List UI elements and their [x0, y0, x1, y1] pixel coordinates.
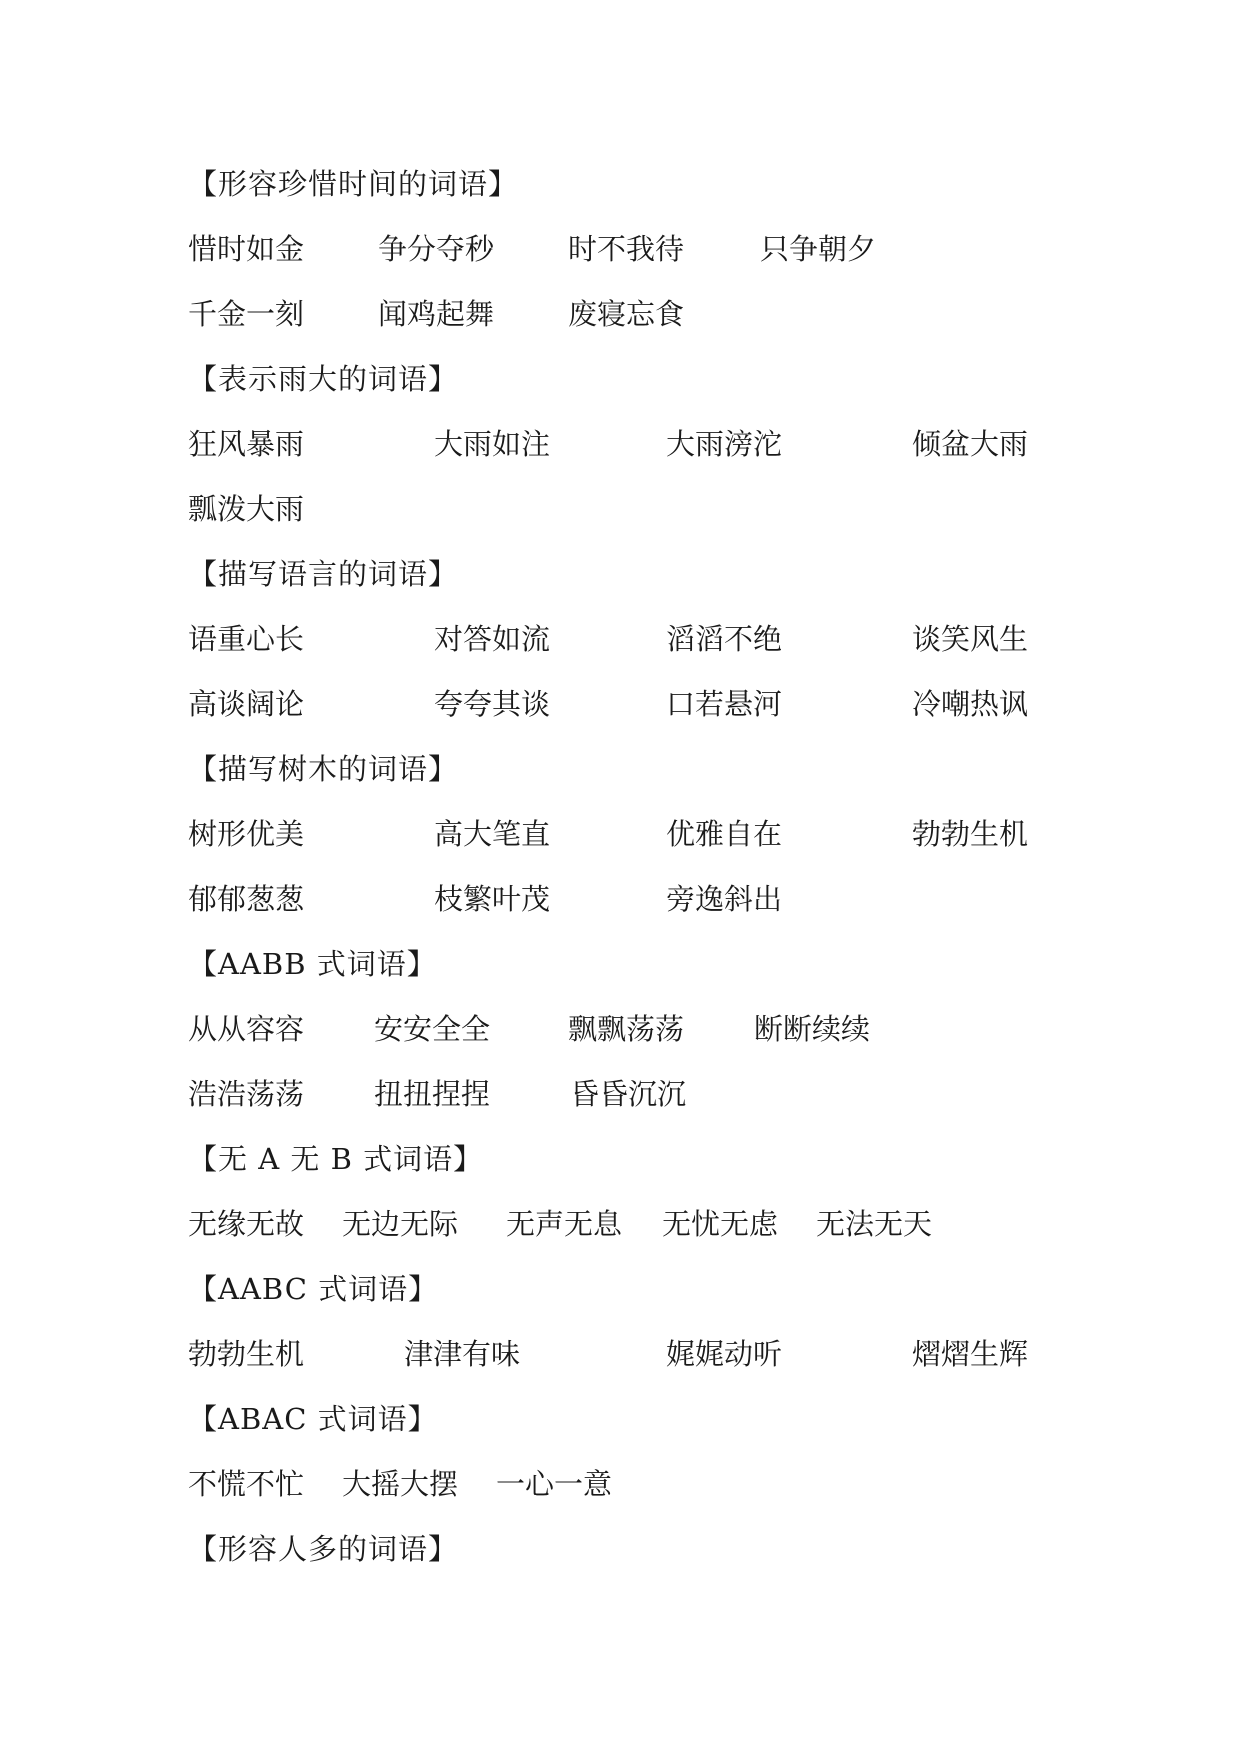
- word: 只争朝夕: [760, 232, 877, 266]
- heading-text: 【形容人多的词语】: [188, 1532, 459, 1566]
- word: 时不我待: [568, 232, 685, 266]
- heading-text: 【AABC 式词语】: [188, 1272, 439, 1306]
- word: 从从容容: [188, 1012, 305, 1046]
- section-heading: [188, 1257, 1088, 1322]
- word: 争分夺秒: [378, 232, 495, 266]
- word: 娓娓动听: [666, 1337, 783, 1371]
- word: 滔滔不绝: [666, 622, 783, 656]
- word: 无声无息: [506, 1207, 623, 1241]
- word: 郁郁葱葱: [188, 882, 305, 916]
- word-row: [188, 672, 1088, 737]
- word: 大雨如注: [434, 427, 551, 461]
- section-heading: [188, 737, 1088, 802]
- heading-text: 【ABAC 式词语】: [188, 1402, 438, 1436]
- word: 高大笔直: [434, 817, 551, 851]
- word: 倾盆大雨: [912, 427, 1029, 461]
- word: 飘飘荡荡: [568, 1012, 685, 1046]
- word: 旁逸斜出: [666, 882, 783, 916]
- heading-text: 【描写树木的词语】: [188, 752, 459, 786]
- word: 勃勃生机: [912, 817, 1029, 851]
- word: 昏昏沉沉: [570, 1077, 687, 1111]
- word: 狂风暴雨: [188, 427, 305, 461]
- word: 枝繁叶茂: [434, 882, 551, 916]
- word-row: [188, 867, 1088, 932]
- word: 熠熠生辉: [912, 1337, 1029, 1371]
- section-heading: [188, 1127, 1088, 1192]
- word-row: [188, 477, 1088, 542]
- word: 安安全全: [374, 1012, 491, 1046]
- word: 大摇大摆: [342, 1467, 459, 1501]
- word: 惜时如金: [188, 232, 305, 266]
- word-row: [188, 607, 1088, 672]
- heading-text: 【表示雨大的词语】: [188, 362, 459, 396]
- word: 树形优美: [188, 817, 305, 851]
- heading-text: 【形容珍惜时间的词语】: [188, 167, 519, 201]
- word-row: [188, 1322, 1088, 1387]
- word: 谈笑风生: [912, 622, 1029, 656]
- section-heading: [188, 1517, 1088, 1582]
- word: 扭扭捏捏: [374, 1077, 491, 1111]
- word: 优雅自在: [666, 817, 783, 851]
- section-heading: [188, 347, 1088, 412]
- section-heading: [188, 542, 1088, 607]
- word: 不慌不忙: [188, 1467, 305, 1501]
- word: 夸夸其谈: [434, 687, 551, 721]
- word: 高谈阔论: [188, 687, 305, 721]
- word: 对答如流: [434, 622, 551, 656]
- heading-text: 【AABB 式词语】: [188, 947, 437, 981]
- heading-text: 【无 A 无 B 式词语】: [188, 1142, 484, 1176]
- word: 闻鸡起舞: [378, 297, 495, 331]
- word: 一心一意: [496, 1467, 613, 1501]
- word: 瓢泼大雨: [188, 492, 305, 526]
- word: 无缘无故: [188, 1207, 305, 1241]
- word-row: [188, 997, 1088, 1062]
- word-row: [188, 1452, 1088, 1517]
- word-row: [188, 802, 1088, 867]
- word: 无边无际: [342, 1207, 459, 1241]
- word-row: [188, 412, 1088, 477]
- word: 废寝忘食: [568, 297, 685, 331]
- word-row: [188, 1062, 1088, 1127]
- word: 语重心长: [188, 622, 305, 656]
- word: 冷嘲热讽: [912, 687, 1029, 721]
- word-row: [188, 217, 1088, 282]
- word-row: [188, 282, 1088, 347]
- section-heading: [188, 152, 1088, 217]
- word: 无法无天: [816, 1207, 933, 1241]
- document-page: [188, 152, 1088, 1582]
- section-heading: [188, 1387, 1088, 1452]
- word: 无忧无虑: [662, 1207, 779, 1241]
- heading-text: 【描写语言的词语】: [188, 557, 459, 591]
- word: 千金一刻: [188, 297, 305, 331]
- word: 大雨滂沱: [666, 427, 783, 461]
- word: 断断续续: [754, 1012, 871, 1046]
- word-row: [188, 1192, 1088, 1257]
- word: 浩浩荡荡: [188, 1077, 305, 1111]
- word: 口若悬河: [666, 687, 783, 721]
- word: 津津有味: [404, 1337, 521, 1371]
- word: 勃勃生机: [188, 1337, 305, 1371]
- section-heading: [188, 932, 1088, 997]
